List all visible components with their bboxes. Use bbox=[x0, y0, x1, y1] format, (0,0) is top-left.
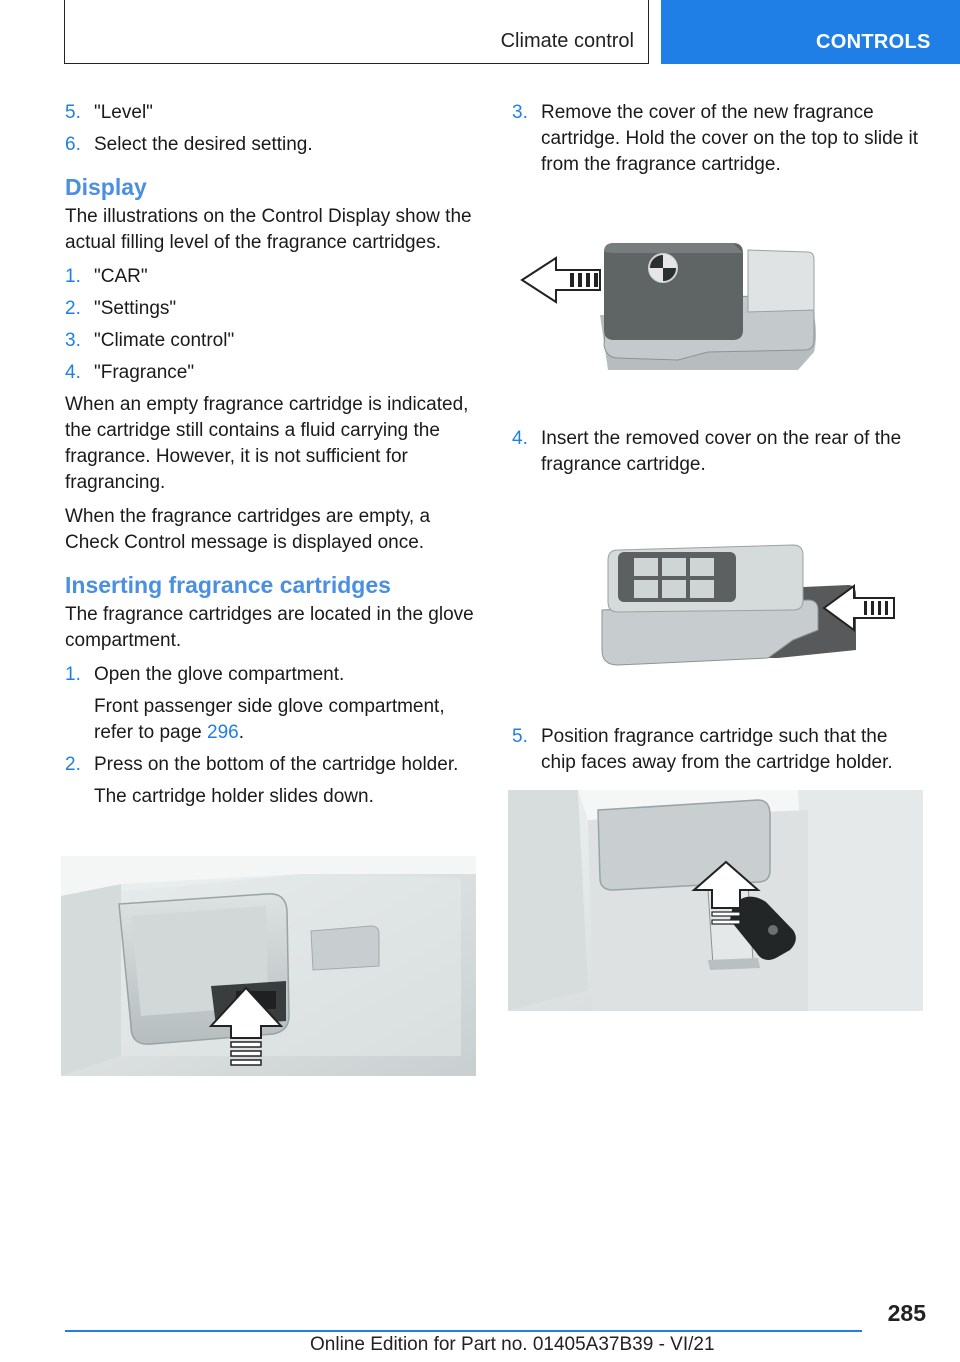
list-text: "CAR" bbox=[94, 266, 148, 287]
left-column bbox=[65, 100, 477, 816]
step-text: Remove the cover of the new fragrance cartridge. Hold the cover on the top to slide it from the fragrance cartridge. bbox=[541, 102, 919, 175]
step-number: 5. bbox=[512, 726, 528, 747]
step-subtext-before: Front passenger side glove compartment, refer to page bbox=[94, 696, 445, 743]
empty-message-paragraph: When the fragrance cartridges are empty, a Check Control message is displayed once. bbox=[65, 506, 431, 553]
step-number: 2. bbox=[65, 754, 81, 775]
step-subtext-after: . bbox=[238, 722, 245, 743]
list-number: 4. bbox=[65, 362, 81, 383]
display-paragraph: The illustrations on the Control Display show the actual filling level of the fragrance cartridges. bbox=[65, 206, 472, 253]
header-chapter-tab[interactable] bbox=[661, 0, 960, 64]
inserting-heading: Inserting fragrance cartridges bbox=[65, 572, 391, 598]
step-item bbox=[512, 100, 926, 178]
list-number: 5. bbox=[65, 102, 81, 123]
step-number: 4. bbox=[512, 428, 528, 449]
right-column bbox=[512, 100, 926, 184]
list-text: "Fragrance" bbox=[94, 362, 195, 383]
footer-divider bbox=[65, 1330, 862, 1332]
step-item bbox=[65, 662, 477, 746]
list-item bbox=[65, 132, 477, 158]
step-text: Open the glove compartment. bbox=[94, 664, 345, 685]
list-number: 1. bbox=[65, 266, 81, 287]
list-text: "Climate control" bbox=[94, 330, 235, 351]
right-column-step5 bbox=[512, 724, 926, 782]
list-number: 6. bbox=[65, 134, 81, 155]
list-text: "Level" bbox=[94, 102, 153, 123]
step-number: 3. bbox=[512, 102, 528, 123]
remove-cover-illustration bbox=[518, 240, 818, 375]
display-heading: Display bbox=[65, 174, 147, 200]
list-item bbox=[65, 296, 477, 322]
position-cartridge-illustration bbox=[508, 790, 923, 1011]
page-reference-link[interactable]: 296 bbox=[207, 722, 239, 743]
list-text: Select the desired setting. bbox=[94, 134, 313, 155]
right-column-step4 bbox=[512, 426, 926, 484]
step-text: Press on the bottom of the cartridge holder. bbox=[94, 754, 459, 775]
step-text: Insert the removed cover on the rear of the fragrance cartridge. bbox=[541, 428, 902, 475]
step-subtext: The cartridge holder slides down. bbox=[94, 786, 374, 807]
step-subtext bbox=[94, 694, 477, 746]
step-number: 1. bbox=[65, 664, 81, 685]
list-item bbox=[65, 264, 477, 290]
step-text: Position fragrance cartridge such that the chip faces away from the cartridge holder. bbox=[541, 726, 893, 773]
list-item bbox=[65, 100, 477, 126]
edition-note: Online Edition for Part no. 01405A37B39 - VI/21 bbox=[310, 1334, 715, 1355]
insert-cover-illustration bbox=[598, 540, 898, 675]
list-number: 3. bbox=[65, 330, 81, 351]
list-number: 2. bbox=[65, 298, 81, 319]
header-chapter-title: CONTROLS bbox=[816, 31, 931, 53]
header-section-box bbox=[64, 0, 649, 64]
inserting-paragraph: The fragrance cartridges are located in the glove compartment. bbox=[65, 604, 474, 651]
page-number: 285 bbox=[887, 1300, 926, 1326]
header-section-title: Climate control bbox=[500, 30, 634, 52]
empty-indicated-paragraph: When an empty fragrance cartridge is indicated, the cartridge still contains a fluid carrying the fragrance. However, it is not sufficient for fragrancing. bbox=[65, 394, 469, 493]
cartridge-holder-illustration bbox=[61, 856, 476, 1076]
list-item bbox=[65, 360, 477, 386]
list-text: "Settings" bbox=[94, 298, 177, 319]
step-item bbox=[65, 752, 477, 810]
step-item bbox=[512, 426, 926, 478]
step-item bbox=[512, 724, 926, 776]
list-item bbox=[65, 328, 477, 354]
